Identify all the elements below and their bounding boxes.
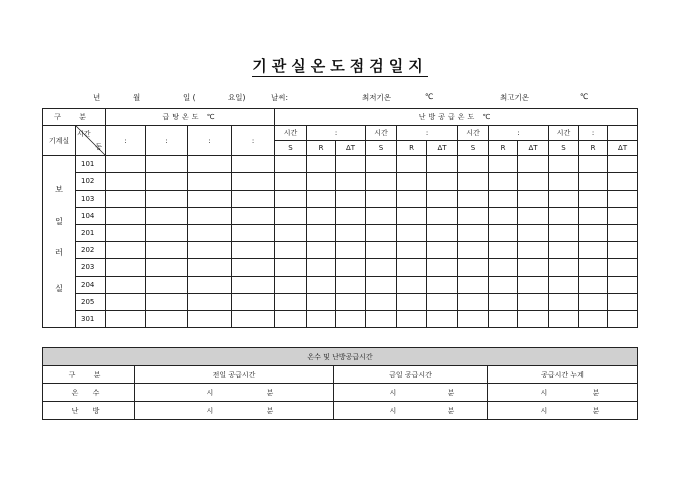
r-header: R [307, 141, 336, 156]
entry-cell[interactable] [608, 242, 638, 259]
entry-cell[interactable] [188, 259, 232, 276]
hot-water-time-3: : [188, 126, 232, 156]
entry-cell[interactable] [608, 156, 638, 173]
entry-cell[interactable] [275, 156, 307, 173]
min-temp-label: 최저기온 [362, 93, 391, 102]
minute-label: 분 [593, 384, 638, 402]
hot-water-temp-header: 급탕온도 ℃ [106, 109, 275, 126]
entry-cell[interactable] [188, 156, 232, 173]
table-row [43, 156, 638, 173]
building-number: 205 [76, 293, 106, 310]
entry-cell[interactable] [106, 207, 146, 224]
entry-cell[interactable] [232, 259, 275, 276]
hour-label: 시 [207, 402, 267, 420]
entry-cell[interactable] [549, 276, 579, 293]
entry-cell[interactable] [275, 190, 307, 207]
building-number: 202 [76, 242, 106, 259]
hot-water-time-1: : [106, 126, 146, 156]
supply-time-banner: 온수 및 난방공급시간 [43, 348, 638, 366]
category-header: 구 분 [43, 109, 106, 126]
entry-cell[interactable] [307, 224, 336, 241]
entry-cell[interactable] [458, 259, 489, 276]
cumulative-supply-header: 공급시간 누계 [488, 366, 638, 384]
entry-cell[interactable] [397, 190, 427, 207]
building-number: 203 [76, 259, 106, 276]
entry-cell[interactable] [549, 190, 579, 207]
entry-cell[interactable] [579, 173, 608, 190]
entry-cell[interactable] [579, 310, 608, 327]
entry-cell[interactable] [232, 156, 275, 173]
hour-label: 시 [390, 384, 448, 402]
entry-cell[interactable] [549, 259, 579, 276]
minute-label: 분 [267, 384, 334, 402]
entry-cell[interactable] [307, 173, 336, 190]
entry-cell[interactable] [397, 173, 427, 190]
supply-time-table [42, 347, 638, 420]
entry-cell[interactable] [608, 224, 638, 241]
minute-label: 분 [267, 402, 334, 420]
entry-cell[interactable] [397, 207, 427, 224]
entry-cell[interactable] [307, 242, 336, 259]
entry-cell[interactable] [366, 276, 397, 293]
entry-cell[interactable] [232, 293, 275, 310]
weekday-label: 요일) [228, 93, 246, 102]
minute-label: 분 [593, 402, 638, 420]
entry-cell[interactable] [106, 259, 146, 276]
heating-time-label-1: 시간 [275, 126, 307, 141]
entry-cell[interactable] [307, 156, 336, 173]
time-corner-label: 시간 [77, 130, 91, 139]
entry-cell[interactable] [397, 242, 427, 259]
building-number: 301 [76, 310, 106, 327]
entry-cell[interactable] [489, 310, 518, 327]
entry-cell[interactable] [188, 242, 232, 259]
s-header: S [458, 141, 489, 156]
entry-cell[interactable] [518, 293, 549, 310]
entry-cell[interactable] [397, 259, 427, 276]
dt-header: ΔT [518, 141, 549, 156]
entry-cell[interactable] [608, 173, 638, 190]
entry-cell[interactable] [232, 207, 275, 224]
hour-label: 시 [390, 402, 448, 420]
entry-cell[interactable] [518, 190, 549, 207]
entry-cell[interactable] [427, 224, 458, 241]
entry-cell[interactable] [336, 173, 366, 190]
building-number: 102 [76, 173, 106, 190]
entry-cell[interactable] [549, 310, 579, 327]
entry-cell[interactable] [188, 207, 232, 224]
table-row [43, 310, 638, 327]
entry-cell[interactable] [458, 224, 489, 241]
table-row [43, 259, 638, 276]
entry-cell[interactable] [489, 173, 518, 190]
machine-room-header: 기계실 [43, 126, 76, 156]
entry-cell[interactable] [307, 276, 336, 293]
entry-cell[interactable] [366, 224, 397, 241]
entry-cell[interactable] [106, 173, 146, 190]
entry-cell[interactable] [232, 310, 275, 327]
entry-cell[interactable] [188, 173, 232, 190]
entry-cell[interactable] [106, 242, 146, 259]
s-header: S [366, 141, 397, 156]
entry-cell[interactable] [232, 190, 275, 207]
entry-cell[interactable] [146, 310, 188, 327]
entry-cell[interactable] [307, 293, 336, 310]
entry-cell[interactable] [427, 259, 458, 276]
hour-label: 시 [541, 402, 593, 420]
entry-cell[interactable] [397, 276, 427, 293]
heating-time-label-2: 시간 [366, 126, 397, 141]
entry-cell[interactable] [518, 207, 549, 224]
hot-water-time-4: : [232, 126, 275, 156]
hot-water-row-label: 온 수 [43, 384, 135, 402]
boiler-room-char: 실 [55, 283, 63, 293]
entry-cell[interactable] [549, 224, 579, 241]
entry-cell[interactable] [188, 190, 232, 207]
entry-cell[interactable] [549, 207, 579, 224]
building-number: 101 [76, 156, 106, 173]
entry-cell[interactable] [232, 276, 275, 293]
dt-header: ΔT [608, 141, 638, 156]
building-number: 204 [76, 276, 106, 293]
entry-cell[interactable] [458, 156, 489, 173]
entry-cell[interactable] [518, 242, 549, 259]
entry-cell[interactable] [106, 224, 146, 241]
entry-cell[interactable] [427, 173, 458, 190]
entry-cell[interactable] [427, 207, 458, 224]
table-row [43, 190, 638, 207]
minute-label: 분 [448, 402, 488, 420]
entry-cell[interactable] [518, 310, 549, 327]
entry-cell[interactable] [549, 293, 579, 310]
prev-day-supply-header: 전일 공급시간 [135, 366, 334, 384]
month-label: 월 [133, 93, 141, 102]
page-title: 기관실온도점검일지 [252, 57, 428, 75]
entry-cell[interactable] [336, 207, 366, 224]
table-row [43, 224, 638, 241]
entry-cell[interactable] [275, 293, 307, 310]
hot-water-time-2: : [146, 126, 188, 156]
building-number: 104 [76, 207, 106, 224]
entry-cell[interactable] [366, 310, 397, 327]
s-header: S [275, 141, 307, 156]
entry-cell[interactable] [489, 156, 518, 173]
entry-cell[interactable] [458, 242, 489, 259]
entry-cell[interactable] [458, 276, 489, 293]
entry-cell[interactable] [146, 276, 188, 293]
entry-cell[interactable] [608, 293, 638, 310]
building-number: 103 [76, 190, 106, 207]
entry-cell[interactable] [579, 242, 608, 259]
weather-label: 날씨: [271, 93, 289, 102]
entry-cell[interactable] [275, 207, 307, 224]
entry-cell[interactable] [397, 156, 427, 173]
entry-cell[interactable] [518, 173, 549, 190]
date-weather-line [0, 92, 680, 104]
heating-time-3: : [489, 126, 549, 141]
entry-cell[interactable] [106, 276, 146, 293]
entry-cell[interactable] [232, 173, 275, 190]
entry-cell[interactable] [458, 310, 489, 327]
building-rows [43, 156, 638, 328]
entry-cell[interactable] [579, 156, 608, 173]
hour-label: 시 [541, 384, 593, 402]
max-temp-unit: ℃ [580, 92, 589, 101]
entry-cell[interactable] [427, 293, 458, 310]
entry-cell[interactable] [458, 190, 489, 207]
boiler-room-label [43, 156, 76, 328]
entry-cell[interactable] [549, 173, 579, 190]
entry-cell[interactable] [489, 224, 518, 241]
entry-cell[interactable] [427, 190, 458, 207]
entry-cell[interactable] [188, 276, 232, 293]
entry-cell[interactable] [307, 259, 336, 276]
table-row [43, 173, 638, 190]
entry-cell[interactable] [146, 224, 188, 241]
entry-cell[interactable] [146, 190, 188, 207]
entry-cell[interactable] [489, 207, 518, 224]
entry-cell[interactable] [489, 276, 518, 293]
heating-time-2: : [397, 126, 458, 141]
entry-cell[interactable] [275, 310, 307, 327]
entry-cell[interactable] [106, 293, 146, 310]
entry-cell[interactable] [188, 224, 232, 241]
entry-cell[interactable] [579, 224, 608, 241]
entry-cell[interactable] [579, 276, 608, 293]
heating-time-4-blank [608, 126, 638, 141]
entry-cell[interactable] [106, 156, 146, 173]
entry-cell[interactable] [366, 173, 397, 190]
entry-cell[interactable] [579, 190, 608, 207]
entry-cell[interactable] [336, 156, 366, 173]
entry-cell[interactable] [427, 242, 458, 259]
r-header: R [489, 141, 518, 156]
entry-cell[interactable] [579, 259, 608, 276]
entry-cell[interactable] [489, 242, 518, 259]
entry-cell[interactable] [366, 259, 397, 276]
entry-cell[interactable] [188, 310, 232, 327]
heating-time-label-4: 시간 [549, 126, 579, 141]
entry-cell[interactable] [608, 190, 638, 207]
entry-cell[interactable] [366, 190, 397, 207]
time-building-diagonal-cell [76, 126, 106, 156]
entry-cell[interactable] [579, 207, 608, 224]
table-row [43, 207, 638, 224]
dt-header: ΔT [427, 141, 458, 156]
heating-supply-temp-header: 난방공급온도 ℃ [275, 109, 638, 126]
boiler-room-char: 일 [55, 216, 63, 226]
table-row [43, 293, 638, 310]
entry-cell[interactable] [608, 259, 638, 276]
entry-cell[interactable] [366, 293, 397, 310]
entry-cell[interactable] [549, 242, 579, 259]
min-temp-unit: ℃ [425, 92, 434, 101]
table-row [43, 242, 638, 259]
table-row [43, 276, 638, 293]
day-label: 일 ( [183, 93, 196, 102]
entry-cell[interactable] [427, 276, 458, 293]
entry-cell[interactable] [106, 190, 146, 207]
entry-cell[interactable] [146, 207, 188, 224]
entry-cell[interactable] [307, 207, 336, 224]
entry-cell[interactable] [397, 293, 427, 310]
entry-cell[interactable] [489, 190, 518, 207]
entry-cell[interactable] [458, 207, 489, 224]
entry-cell[interactable] [458, 173, 489, 190]
boiler-room-char: 보 [55, 184, 63, 194]
entry-cell[interactable] [275, 224, 307, 241]
entry-cell[interactable] [336, 259, 366, 276]
entry-cell[interactable] [518, 156, 549, 173]
entry-cell[interactable] [608, 207, 638, 224]
year-label: 년 [93, 93, 101, 102]
entry-cell[interactable] [549, 156, 579, 173]
entry-cell[interactable] [188, 293, 232, 310]
entry-cell[interactable] [336, 276, 366, 293]
entry-cell[interactable] [608, 310, 638, 327]
entry-cell[interactable] [427, 310, 458, 327]
boiler-room-char: 러 [55, 247, 63, 257]
minute-label: 분 [448, 384, 488, 402]
heating-time-label-3: 시간 [458, 126, 489, 141]
entry-cell[interactable] [146, 173, 188, 190]
entry-cell[interactable] [579, 293, 608, 310]
entry-cell[interactable] [427, 156, 458, 173]
entry-cell[interactable] [366, 207, 397, 224]
entry-cell[interactable] [275, 259, 307, 276]
entry-cell[interactable] [397, 224, 427, 241]
entry-cell[interactable] [275, 276, 307, 293]
entry-cell[interactable] [307, 310, 336, 327]
r-header: R [579, 141, 608, 156]
dt-header: ΔT [336, 141, 366, 156]
entry-cell[interactable] [146, 242, 188, 259]
entry-cell[interactable] [232, 224, 275, 241]
r-header: R [397, 141, 427, 156]
entry-cell[interactable] [275, 173, 307, 190]
heating-time-4: : [579, 126, 608, 141]
heating-row-label: 난 방 [43, 402, 135, 420]
entry-cell[interactable] [366, 242, 397, 259]
hour-label: 시 [207, 384, 267, 402]
summary-category-header: 구 분 [43, 366, 135, 384]
entry-cell[interactable] [336, 293, 366, 310]
entry-cell[interactable] [489, 293, 518, 310]
entry-cell[interactable] [146, 156, 188, 173]
entry-cell[interactable] [336, 190, 366, 207]
entry-cell[interactable] [518, 259, 549, 276]
entry-cell[interactable] [518, 224, 549, 241]
entry-cell[interactable] [232, 242, 275, 259]
entry-cell[interactable] [458, 293, 489, 310]
entry-cell[interactable] [307, 190, 336, 207]
building-number: 201 [76, 224, 106, 241]
entry-cell[interactable] [146, 259, 188, 276]
max-temp-label: 최고기온 [500, 93, 529, 102]
entry-cell[interactable] [146, 293, 188, 310]
heating-time-1: : [307, 126, 366, 141]
entry-cell[interactable] [489, 259, 518, 276]
entry-cell[interactable] [366, 156, 397, 173]
temperature-table [42, 108, 638, 328]
building-corner-label: 동 [95, 143, 102, 152]
entry-cell[interactable] [336, 310, 366, 327]
entry-cell[interactable] [106, 310, 146, 327]
entry-cell[interactable] [608, 276, 638, 293]
entry-cell[interactable] [275, 242, 307, 259]
entry-cell[interactable] [336, 242, 366, 259]
entry-cell[interactable] [518, 276, 549, 293]
s-header: S [549, 141, 579, 156]
entry-cell[interactable] [397, 310, 427, 327]
entry-cell[interactable] [336, 224, 366, 241]
today-supply-header: 금일 공급시간 [334, 366, 488, 384]
